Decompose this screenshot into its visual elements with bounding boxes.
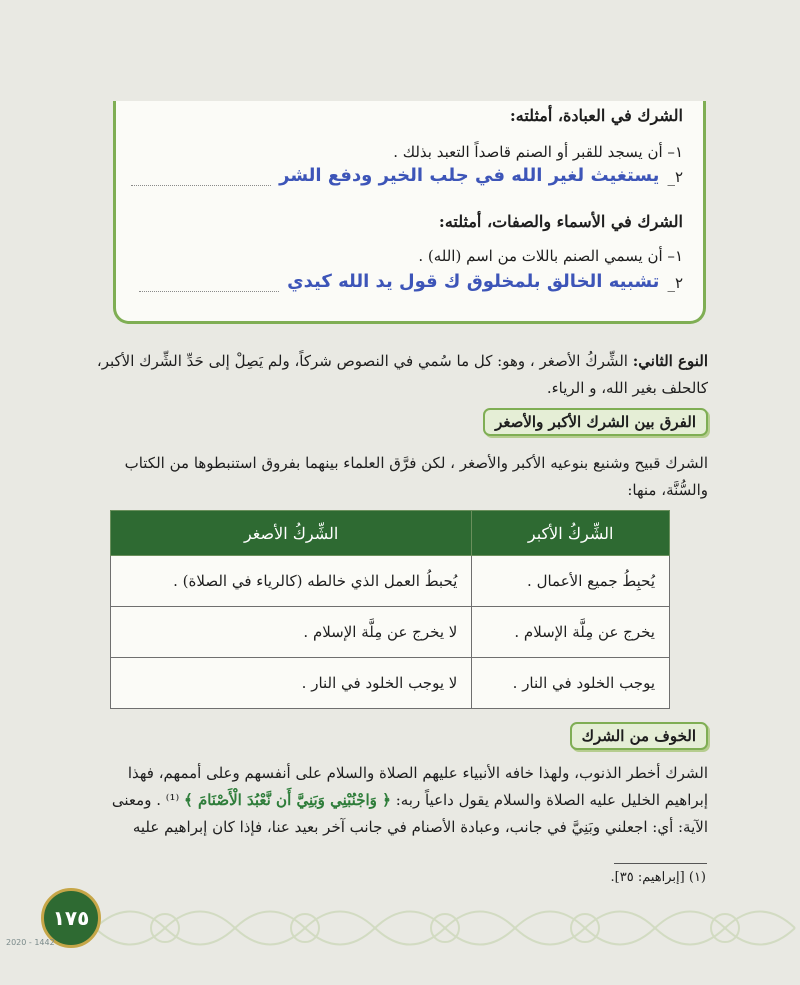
comparison-table	[110, 510, 670, 709]
worship-example-1: ١– أن يسجد للقبر أو الصنم قاصداً التعبد بذلك .	[393, 143, 683, 161]
diff-section-heading: الفرق بين الشرك الأكبر والأصغر	[483, 408, 708, 436]
page-number-badge: ١٧٥	[41, 888, 101, 948]
ministry-logo-text: 2020 - 1442	[6, 938, 55, 947]
names-example-2-row	[139, 271, 683, 292]
type2-label: النوع الثاني:	[632, 352, 708, 370]
table-cell: يُحبطُ العمل الذي خالطه (كالرياء في الصلاة) .	[111, 556, 472, 607]
fear-section-heading: الخوف من الشرك	[570, 722, 708, 750]
column-header-minor: الشِّركُ الأصغر	[111, 511, 472, 556]
quran-verse: ﴿ وَاجْنُبْنِي وَبَنِيَّ أَن نَّعْبُدَ الْأَصْنَامَ ﴾	[183, 791, 391, 809]
names-example-2-answer[interactable]: تشبيه الخالق بلمخلوق ك قول يد الله كيدي	[287, 271, 660, 292]
names-heading: الشرك في الأسماء والصفات، أمثلته:	[438, 212, 683, 231]
diff-intro-paragraph: الشرك قبيح وشنيع بنوعيه الأكبر والأصغر ، لكن فرَّق العلماء بينهما بفروق استنبطوها من الكتاب والسُّنَّة، منها:	[124, 454, 708, 499]
table-cell: لا يخرج عن مِلَّة الإسلام .	[111, 607, 472, 658]
table-cell: لا يوجب الخلود في النار .	[111, 658, 472, 709]
worship-example-2-row	[131, 165, 683, 186]
table-cell: يُحبِطُ جميع الأعمال .	[472, 556, 670, 607]
worship-heading: الشرك في العبادة، أمثلته:	[509, 106, 683, 125]
table-row	[111, 556, 670, 607]
fear-paragraph	[96, 760, 708, 841]
table-cell: يوجب الخلود في النار .	[472, 658, 670, 709]
footnote: (١) [إبراهيم: ٣٥].	[610, 870, 706, 885]
type2-paragraph	[96, 348, 708, 402]
worship-example-2-number: ٢_	[667, 168, 683, 186]
fear-text-1: الشرك أخطر الذنوب، ولهذا خافه الأنبياء عليهم الصلاة والسلام على أنفسهم وعلى أممهم، فهذا إبراهيم الخليل عليه الصلاة والسلام يقول داعياً ربه:	[127, 764, 708, 809]
type2-text: الشِّركُ الأصغر ، وهو: كل ما سُمي في النصوص شركاً، ولم يَصِلْ إلى حَدِّ الشِّرك الأكبر، كالحلف بغير الله، و الرياء.	[96, 352, 708, 397]
names-example-2-number: ٢_	[667, 274, 683, 292]
names-example-1: ١– أن يسمي الصنم باللات من اسم (الله) .	[418, 247, 683, 265]
table-cell: يخرج عن مِلَّة الإسلام .	[472, 607, 670, 658]
footnote-divider	[614, 863, 707, 864]
decorative-ornament-band	[95, 890, 800, 965]
exercise-box	[113, 101, 706, 324]
worship-example-2-answer[interactable]: يستغيث لغير الله في جلب الخير ودفع الشر	[279, 165, 660, 186]
footnote-reference: ⁽¹⁾	[165, 791, 180, 809]
table-row	[111, 607, 670, 658]
table-header-row	[111, 511, 670, 556]
table-row	[111, 658, 670, 709]
answer-dotted-line	[131, 171, 271, 186]
column-header-major: الشِّركُ الأكبر	[472, 511, 670, 556]
answer-dotted-line	[139, 277, 279, 292]
fear-text-2: . ومعنى الآية: أي: اجعلني وبَنِيَّ في جانب، وعبادة الأصنام في جانب آخر بعيد عنا، فإذا كان إبراهيم عليه	[111, 791, 708, 836]
